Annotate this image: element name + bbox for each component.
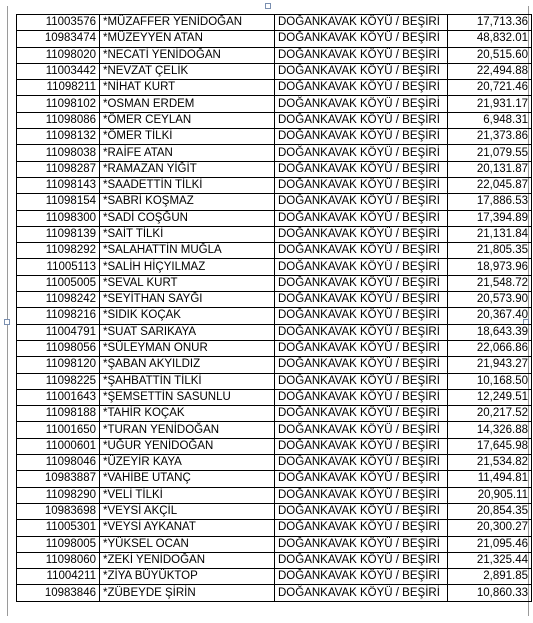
table-row: [17, 373, 532, 389]
record-number-cell: 11098154: [17, 194, 100, 210]
record-number-cell: 11098086: [17, 112, 100, 128]
table-row: [17, 243, 532, 259]
location-cell: DOĞANKAVAK KÖYÜ / BEŞİRİ: [275, 438, 448, 454]
person-name-cell: *ÜZEYİR KAYA: [100, 455, 275, 471]
person-name-cell: *TURAN YENİDOĞAN: [100, 422, 275, 438]
record-number-cell: 11098300: [17, 210, 100, 226]
amount-cell: 18,643.39: [448, 324, 532, 340]
person-name-cell: *MÜZAFFER YENİDOĞAN: [100, 15, 275, 31]
person-name-cell: *ÖMER TİLKİ: [100, 129, 275, 145]
amount-cell: 12,249.51: [448, 389, 532, 405]
record-number-cell: 11001650: [17, 422, 100, 438]
location-cell: DOĞANKAVAK KÖYÜ / BEŞİRİ: [275, 243, 448, 259]
person-name-cell: *MÜZEYYEN ATAN: [100, 31, 275, 47]
amount-cell: 20,515.60: [448, 47, 532, 63]
person-name-cell: *SAADETTİN TİLKİ: [100, 177, 275, 193]
record-number-cell: 11000601: [17, 438, 100, 454]
person-name-cell: *SALAHATTİN MUĞLA: [100, 243, 275, 259]
table-row: [17, 145, 532, 161]
location-cell: DOĞANKAVAK KÖYÜ / BEŞİRİ: [275, 455, 448, 471]
amount-cell: 22,066.86: [448, 340, 532, 356]
amount-cell: 14,326.88: [448, 422, 532, 438]
amount-cell: 21,548.72: [448, 275, 532, 291]
location-cell: DOĞANKAVAK KÖYÜ / BEŞİRİ: [275, 31, 448, 47]
location-cell: DOĞANKAVAK KÖYÜ / BEŞİRİ: [275, 520, 448, 536]
person-name-cell: *ŞEMSETTİN SASUNLU: [100, 389, 275, 405]
table-row: [17, 324, 532, 340]
amount-cell: 18,973.96: [448, 259, 532, 275]
person-name-cell: *SÜLEYMAN ONUR: [100, 340, 275, 356]
table-row: [17, 112, 532, 128]
person-name-cell: *VELİ TİLKİ: [100, 487, 275, 503]
record-number-cell: 11098056: [17, 340, 100, 356]
location-cell: DOĞANKAVAK KÖYÜ / BEŞİRİ: [275, 226, 448, 242]
table-row: [17, 552, 532, 568]
table-row: [17, 308, 532, 324]
record-number-cell: 11098143: [17, 177, 100, 193]
table-row: [17, 194, 532, 210]
table-row: [17, 259, 532, 275]
amount-cell: 21,325.44: [448, 552, 532, 568]
record-number-cell: 10983846: [17, 585, 100, 601]
table-row: [17, 96, 532, 112]
table-row: [17, 275, 532, 291]
table-row: [17, 422, 532, 438]
person-name-cell: *SUAT SARIKAYA: [100, 324, 275, 340]
record-number-cell: 11005113: [17, 259, 100, 275]
person-name-cell: *ÖMER CEYLAN: [100, 112, 275, 128]
record-number-cell: 11098005: [17, 536, 100, 552]
location-cell: DOĞANKAVAK KÖYÜ / BEŞİRİ: [275, 275, 448, 291]
table-row: [17, 47, 532, 63]
person-name-cell: *SADİ COŞĞUN: [100, 210, 275, 226]
person-name-cell: *ZİYA BÜYÜKTOP: [100, 569, 275, 585]
person-name-cell: *ZEKİ YENİDOĞAN: [100, 552, 275, 568]
location-cell: DOĞANKAVAK KÖYÜ / BEŞİRİ: [275, 161, 448, 177]
person-name-cell: *ŞAHBATTİN TİLKİ: [100, 373, 275, 389]
location-cell: DOĞANKAVAK KÖYÜ / BEŞİRİ: [275, 259, 448, 275]
record-number-cell: 11004791: [17, 324, 100, 340]
person-name-cell: *VAHİBE UTANÇ: [100, 471, 275, 487]
amount-cell: 22,494.88: [448, 63, 532, 79]
amount-cell: 11,494.81: [448, 471, 532, 487]
table-row: [17, 520, 532, 536]
person-name-cell: *UĞUR YENİDOĞAN: [100, 438, 275, 454]
location-cell: DOĞANKAVAK KÖYÜ / BEŞİRİ: [275, 112, 448, 128]
location-cell: DOĞANKAVAK KÖYÜ / BEŞİRİ: [275, 340, 448, 356]
location-cell: DOĞANKAVAK KÖYÜ / BEŞİRİ: [275, 503, 448, 519]
person-name-cell: *TAHİR KOÇAK: [100, 406, 275, 422]
record-number-cell: 11098132: [17, 129, 100, 145]
person-name-cell: *YÜKSEL OCAN: [100, 536, 275, 552]
record-number-cell: 11004211: [17, 569, 100, 585]
table-row: [17, 292, 532, 308]
location-cell: DOĞANKAVAK KÖYÜ / BEŞİRİ: [275, 389, 448, 405]
location-cell: DOĞANKAVAK KÖYÜ / BEŞİRİ: [275, 357, 448, 373]
location-cell: DOĞANKAVAK KÖYÜ / BEŞİRİ: [275, 15, 448, 31]
amount-cell: 20,217.52: [448, 406, 532, 422]
amount-cell: 20,721.46: [448, 80, 532, 96]
person-name-cell: *SABRİ KOŞMAZ: [100, 194, 275, 210]
record-number-cell: 11098188: [17, 406, 100, 422]
table-row: [17, 31, 532, 47]
table-row: [17, 585, 532, 601]
person-name-cell: *NEVZAT ÇELİK: [100, 63, 275, 79]
amount-cell: 20,300.27: [448, 520, 532, 536]
amount-cell: 17,713.36: [448, 15, 532, 31]
table-row: [17, 63, 532, 79]
amount-cell: 10,168.50: [448, 373, 532, 389]
amount-cell: 17,394.89: [448, 210, 532, 226]
location-cell: DOĞANKAVAK KÖYÜ / BEŞİRİ: [275, 552, 448, 568]
record-number-cell: 10983474: [17, 31, 100, 47]
record-number-cell: 11005005: [17, 275, 100, 291]
table-row: [17, 455, 532, 471]
table-row: [17, 15, 532, 31]
amount-cell: 21,131.84: [448, 226, 532, 242]
resize-handle-left[interactable]: [4, 319, 10, 325]
table-row: [17, 406, 532, 422]
amount-cell: 20,573.90: [448, 292, 532, 308]
record-number-cell: 11098290: [17, 487, 100, 503]
amount-cell: 20,905.11: [448, 487, 532, 503]
table-row: [17, 389, 532, 405]
amount-cell: 20,367.40: [448, 308, 532, 324]
record-number-cell: 10983698: [17, 503, 100, 519]
table-row: [17, 340, 532, 356]
table-row: [17, 503, 532, 519]
table-body: [17, 15, 532, 602]
table-row: [17, 569, 532, 585]
person-name-cell: *SALİH HİÇYILMAZ: [100, 259, 275, 275]
record-number-cell: 11098216: [17, 308, 100, 324]
payment-table: [16, 14, 532, 602]
record-number-cell: 11098020: [17, 47, 100, 63]
location-cell: DOĞANKAVAK KÖYÜ / BEŞİRİ: [275, 324, 448, 340]
person-name-cell: *SIDIK KOÇAK: [100, 308, 275, 324]
record-number-cell: 11003442: [17, 63, 100, 79]
location-cell: DOĞANKAVAK KÖYÜ / BEŞİRİ: [275, 177, 448, 193]
record-number-cell: 11098287: [17, 161, 100, 177]
record-number-cell: 11098038: [17, 145, 100, 161]
location-cell: DOĞANKAVAK KÖYÜ / BEŞİRİ: [275, 96, 448, 112]
record-number-cell: 11098242: [17, 292, 100, 308]
location-cell: DOĞANKAVAK KÖYÜ / BEŞİRİ: [275, 63, 448, 79]
location-cell: DOĞANKAVAK KÖYÜ / BEŞİRİ: [275, 536, 448, 552]
location-cell: DOĞANKAVAK KÖYÜ / BEŞİRİ: [275, 292, 448, 308]
location-cell: DOĞANKAVAK KÖYÜ / BEŞİRİ: [275, 80, 448, 96]
amount-cell: 21,805.35: [448, 243, 532, 259]
record-number-cell: 11098292: [17, 243, 100, 259]
person-name-cell: *SAİT TİLKİ: [100, 226, 275, 242]
table-row: [17, 536, 532, 552]
person-name-cell: *SEYİTHAN SAYĞI: [100, 292, 275, 308]
table-row: [17, 357, 532, 373]
amount-cell: 21,943.27: [448, 357, 532, 373]
record-number-cell: 11003576: [17, 15, 100, 31]
person-name-cell: *OSMAN ERDEM: [100, 96, 275, 112]
record-number-cell: 11098120: [17, 357, 100, 373]
amount-cell: 21,534.82: [448, 455, 532, 471]
person-name-cell: *ŞABAN AKYILDIZ: [100, 357, 275, 373]
table-row: [17, 226, 532, 242]
amount-cell: 21,931.17: [448, 96, 532, 112]
record-number-cell: 11098102: [17, 96, 100, 112]
table-row: [17, 487, 532, 503]
table-row: [17, 177, 532, 193]
table-row: [17, 129, 532, 145]
table-row: [17, 161, 532, 177]
location-cell: DOĞANKAVAK KÖYÜ / BEŞİRİ: [275, 210, 448, 226]
record-number-cell: 11098139: [17, 226, 100, 242]
amount-cell: 17,886.53: [448, 194, 532, 210]
amount-cell: 21,079.55: [448, 145, 532, 161]
record-number-cell: 11001643: [17, 389, 100, 405]
amount-cell: 20,131.87: [448, 161, 532, 177]
person-name-cell: *RAMAZAN YİĞİT: [100, 161, 275, 177]
location-cell: DOĞANKAVAK KÖYÜ / BEŞİRİ: [275, 373, 448, 389]
person-name-cell: *NECATİ YENİDOĞAN: [100, 47, 275, 63]
amount-cell: 2,891.85: [448, 569, 532, 585]
person-name-cell: *ZÜBEYDE ŞİRİN: [100, 585, 275, 601]
location-cell: DOĞANKAVAK KÖYÜ / BEŞİRİ: [275, 422, 448, 438]
location-cell: DOĞANKAVAK KÖYÜ / BEŞİRİ: [275, 194, 448, 210]
table-row: [17, 210, 532, 226]
location-cell: DOĞANKAVAK KÖYÜ / BEŞİRİ: [275, 145, 448, 161]
resize-handle-top[interactable]: [265, 3, 271, 9]
location-cell: DOĞANKAVAK KÖYÜ / BEŞİRİ: [275, 471, 448, 487]
location-cell: DOĞANKAVAK KÖYÜ / BEŞİRİ: [275, 308, 448, 324]
amount-cell: 21,373.86: [448, 129, 532, 145]
amount-cell: 6,948.31: [448, 112, 532, 128]
table-row: [17, 438, 532, 454]
person-name-cell: *VEYSİ AYKANAT: [100, 520, 275, 536]
location-cell: DOĞANKAVAK KÖYÜ / BEŞİRİ: [275, 569, 448, 585]
amount-cell: 10,860.33: [448, 585, 532, 601]
location-cell: DOĞANKAVAK KÖYÜ / BEŞİRİ: [275, 47, 448, 63]
person-name-cell: *VEYSİ AKÇİL: [100, 503, 275, 519]
record-number-cell: 11098225: [17, 373, 100, 389]
record-number-cell: 11005301: [17, 520, 100, 536]
record-number-cell: 11098211: [17, 80, 100, 96]
location-cell: DOĞANKAVAK KÖYÜ / BEŞİRİ: [275, 487, 448, 503]
amount-cell: 17,645.98: [448, 438, 532, 454]
amount-cell: 20,854.35: [448, 503, 532, 519]
record-number-cell: 11098046: [17, 455, 100, 471]
person-name-cell: *SEVAL KURT: [100, 275, 275, 291]
table-row: [17, 471, 532, 487]
location-cell: DOĞANKAVAK KÖYÜ / BEŞİRİ: [275, 129, 448, 145]
location-cell: DOĞANKAVAK KÖYÜ / BEŞİRİ: [275, 585, 448, 601]
table-row: [17, 80, 532, 96]
amount-cell: 21,095.46: [448, 536, 532, 552]
location-cell: DOĞANKAVAK KÖYÜ / BEŞİRİ: [275, 406, 448, 422]
amount-cell: 22,045.87: [448, 177, 532, 193]
person-name-cell: *RAİFE ATAN: [100, 145, 275, 161]
person-name-cell: *NİHAT KURT: [100, 80, 275, 96]
record-number-cell: 11098060: [17, 552, 100, 568]
amount-cell: 48,832.01: [448, 31, 532, 47]
record-number-cell: 10983887: [17, 471, 100, 487]
